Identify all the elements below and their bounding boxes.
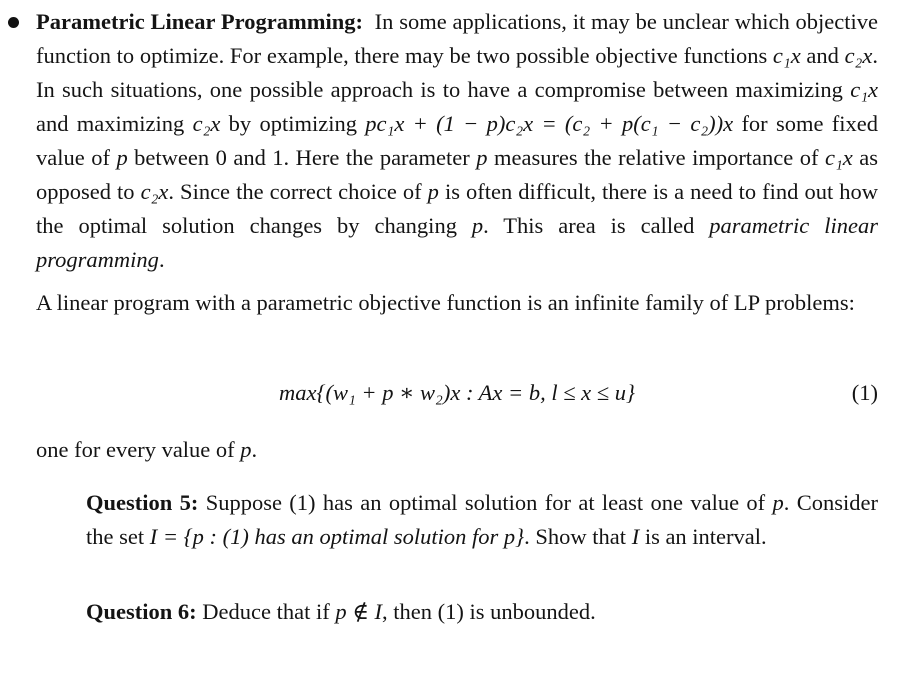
math-p: p [476, 145, 488, 170]
intro-text: for some fixed value of [36, 111, 878, 170]
equation-1 [36, 376, 878, 412]
math-c2x: c₂x [140, 179, 169, 204]
parametric-lp-paragraph [36, 5, 878, 277]
math-p: p [427, 179, 439, 204]
after-equation-text [36, 433, 878, 467]
question-6 [86, 595, 878, 629]
question-5 [86, 486, 878, 554]
question-5-text: Suppose (1) has an optimal solution for at least one value of [198, 490, 773, 515]
term-parametric-lp: parametric linear programming [36, 213, 878, 272]
math-set-I: I = {p : (1) has an optimal solution for p} [149, 524, 525, 549]
intro-text: measures the relative importance of [487, 145, 825, 170]
after-eq-text: one for every value of [36, 437, 241, 462]
question-5-text: . Consider the set [86, 490, 878, 549]
question-5-text: . Show that [524, 524, 632, 549]
math-combination: pc₁x + (1 − p)c₂x = (c₂ + p(c₁ − c₂))x [365, 111, 734, 136]
family-paragraph: A linear program with a parametric objective function is an infinite family of LP problems: [36, 290, 855, 315]
intro-text: by optimizing [220, 111, 366, 136]
math-p: p [240, 437, 252, 462]
math-c2x: c₂x [844, 43, 873, 68]
math-I: I [631, 524, 640, 549]
intro-text: between 0 and 1. Here the parameter [127, 145, 477, 170]
intro-text: as opposed to [36, 145, 879, 204]
math-c2x: c₂x [192, 111, 221, 136]
question-6-label: Question 6: [86, 599, 197, 624]
math-p: p [116, 145, 128, 170]
intro-text: . [158, 247, 165, 272]
math-c1x: c₁x [824, 145, 853, 170]
intro-text: . In such situations, one possible approach is to have a compromise between maximizing [36, 43, 878, 102]
equation-number: (1) [851, 380, 878, 405]
question-6-text: Deduce that if [196, 599, 336, 624]
question-5-label: Question 5: [86, 490, 199, 515]
section-heading: Parametric Linear Programming: [36, 9, 363, 34]
intro-text: . Since the correct choice of [168, 179, 428, 204]
after-eq-text: . [251, 437, 258, 462]
math-c1x: c₁x [772, 43, 801, 68]
math-p: p [471, 213, 484, 238]
math-p: p [772, 490, 784, 515]
intro-text: and maximizing [36, 111, 193, 136]
intro-text: and [800, 43, 845, 68]
intro-text: is often difficult, there is a need to find out how the optimal solution changes by changing [36, 179, 878, 238]
equation-body: max{(w₁ + p ∗ w₂)x : Ax = b, l ≤ x ≤ u} [278, 380, 636, 405]
math-c1x: c₁x [850, 77, 878, 102]
question-5-text: is an interval. [639, 524, 767, 549]
intro-text: In some applications, it may be unclear which objective function to optimize. For example, there may be two possible objective functions [36, 9, 879, 68]
question-6-text: , then (1) is unbounded. [382, 599, 596, 624]
bullet-icon [8, 17, 19, 28]
math-condition: p ∉ I [335, 599, 382, 624]
intro-text: . This area is called [483, 213, 710, 238]
